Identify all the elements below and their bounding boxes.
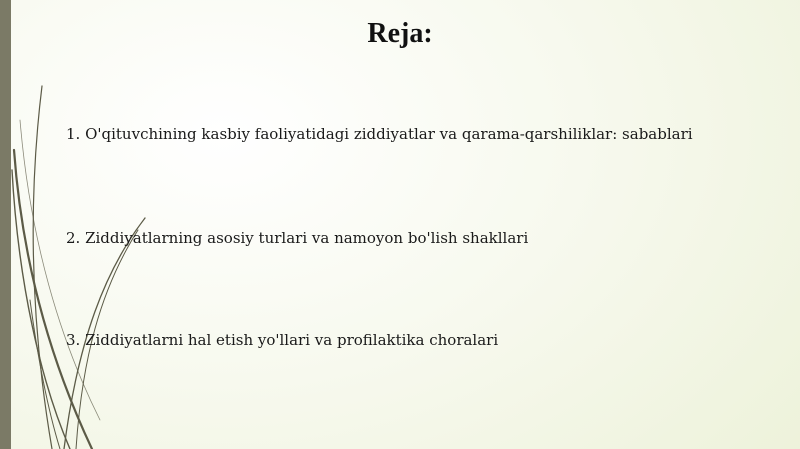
plan-item-3: 3. Ziddiyatlarni hal etish yo'llari va profilaktika choralari <box>66 331 499 349</box>
plan-item-1: 1. O'qituvchining kasbiy faoliyatidagi ziddiyatlar va qarama-qarshiliklar: sabablari <box>66 125 693 143</box>
plan-item-2: 2. Ziddiyatlarning asosiy turlari va namoyon bo'lish shakllari <box>66 229 529 247</box>
slide-title: Reja: <box>367 18 433 49</box>
